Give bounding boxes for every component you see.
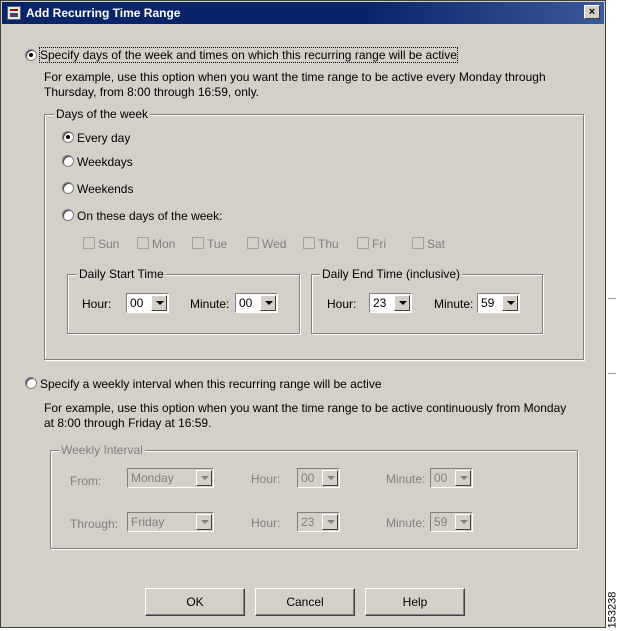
- specific-days-radio[interactable]: [62, 209, 74, 221]
- through-hour-label: Hour:: [251, 516, 281, 530]
- daily-start-legend: Daily Start Time: [79, 267, 164, 281]
- end-hour-value: 23: [373, 296, 387, 310]
- start-hour-value: 00: [130, 296, 144, 310]
- chevron-down-icon[interactable]: [394, 295, 410, 311]
- option2-radio[interactable]: [25, 377, 37, 389]
- chevron-down-icon[interactable]: [151, 295, 167, 311]
- day-checkbox-sat[interactable]: [412, 237, 424, 249]
- day-checkbox-sun[interactable]: [83, 237, 95, 249]
- window-title: Add Recurring Time Range: [26, 6, 181, 20]
- weekends-radio[interactable]: [62, 182, 74, 194]
- option2-description-line2: at 8:00 through Friday at 16:59.: [44, 416, 212, 430]
- days-of-week-legend: Days of the week: [56, 107, 149, 121]
- daily-end-legend: Daily End Time (inclusive): [322, 267, 461, 281]
- ok-button[interactable]: OK: [145, 588, 245, 616]
- option1-radio[interactable]: [25, 49, 37, 61]
- through-minute-select[interactable]: [430, 512, 473, 532]
- through-label: Through:: [70, 517, 119, 531]
- from-hour-value: 00: [301, 471, 315, 485]
- day-checkbox-tue[interactable]: [192, 237, 204, 249]
- chevron-down-icon[interactable]: [196, 470, 212, 486]
- weekends-label[interactable]: Weekends: [77, 182, 134, 196]
- chevron-down-icon[interactable]: [455, 470, 471, 486]
- end-minute-label: Minute:: [434, 297, 474, 311]
- chevron-down-icon[interactable]: [455, 514, 471, 530]
- through-day-value: Friday: [131, 515, 165, 529]
- option2-label[interactable]: Specify a weekly interval when this recurring range will be active: [40, 377, 382, 391]
- through-minute-label: Minute:: [386, 516, 426, 530]
- option1-description-line1: For example, use this option when you want the time range to be active every Monday through: [44, 70, 546, 84]
- every-day-label[interactable]: Every day: [77, 131, 131, 145]
- title-bar[interactable]: [2, 2, 604, 24]
- day-checkbox-fri[interactable]: [357, 237, 369, 249]
- end-minute-select[interactable]: [477, 293, 520, 313]
- start-hour-label: Hour:: [82, 297, 112, 311]
- edge-tick: [608, 373, 616, 374]
- through-minute-value: 59: [434, 515, 448, 529]
- cancel-button[interactable]: Cancel: [255, 588, 355, 616]
- day-label-fri: Fri: [372, 237, 386, 251]
- end-hour-label: Hour:: [327, 297, 357, 311]
- start-hour-select[interactable]: [126, 293, 169, 313]
- day-label-thu: Thu: [318, 237, 339, 251]
- day-label-sun: Sun: [98, 237, 120, 251]
- day-label-sat: Sat: [427, 237, 446, 251]
- edge-tick: [608, 298, 616, 299]
- from-minute-value: 00: [434, 471, 448, 485]
- chevron-down-icon[interactable]: [260, 295, 276, 311]
- day-checkbox-wed[interactable]: [247, 237, 259, 249]
- from-label: From:: [70, 474, 102, 488]
- through-hour-select[interactable]: [297, 512, 340, 532]
- weekly-interval-legend: Weekly Interval: [61, 443, 143, 457]
- from-hour-select[interactable]: [297, 468, 340, 488]
- from-day-value: Monday: [131, 471, 174, 485]
- option1-label[interactable]: Specify days of the week and times on which this recurring range will be active: [40, 48, 457, 62]
- from-minute-select[interactable]: [430, 468, 473, 488]
- specific-days-label[interactable]: On these days of the week:: [77, 209, 223, 223]
- chevron-down-icon[interactable]: [502, 295, 518, 311]
- day-checkbox-mon[interactable]: [137, 237, 149, 249]
- start-minute-value: 00: [239, 296, 253, 310]
- weekdays-radio[interactable]: [62, 155, 74, 167]
- option1-description-line2: Thursday, from 8:00 through 16:59, only.: [44, 85, 260, 99]
- through-day-select[interactable]: [127, 512, 214, 532]
- help-button[interactable]: Help: [365, 588, 465, 616]
- weekly-interval-group: [50, 450, 578, 549]
- chevron-down-icon[interactable]: [196, 514, 212, 530]
- app-icon: [7, 6, 21, 20]
- from-hour-label: Hour:: [251, 472, 281, 486]
- figure-number-text: 153238: [606, 591, 619, 629]
- chevron-down-icon[interactable]: [322, 470, 338, 486]
- day-label-tue: Tue: [207, 237, 228, 251]
- from-minute-label: Minute:: [386, 472, 426, 486]
- close-button[interactable]: ×: [584, 5, 600, 19]
- day-label-wed: Wed: [262, 237, 287, 251]
- from-day-select[interactable]: [127, 468, 214, 488]
- through-hour-value: 23: [301, 515, 315, 529]
- day-label-mon: Mon: [152, 237, 176, 251]
- start-minute-select[interactable]: [235, 293, 278, 313]
- start-minute-label: Minute:: [190, 297, 230, 311]
- chevron-down-icon[interactable]: [322, 514, 338, 530]
- day-checkbox-thu[interactable]: [303, 237, 315, 249]
- figure-number: [606, 590, 624, 630]
- weekdays-label[interactable]: Weekdays: [77, 155, 133, 169]
- end-minute-value: 59: [481, 296, 495, 310]
- every-day-radio[interactable]: [62, 131, 74, 143]
- option2-description-line1: For example, use this option when you want the time range to be active continuously from Monday: [44, 401, 567, 415]
- end-hour-select[interactable]: [369, 293, 412, 313]
